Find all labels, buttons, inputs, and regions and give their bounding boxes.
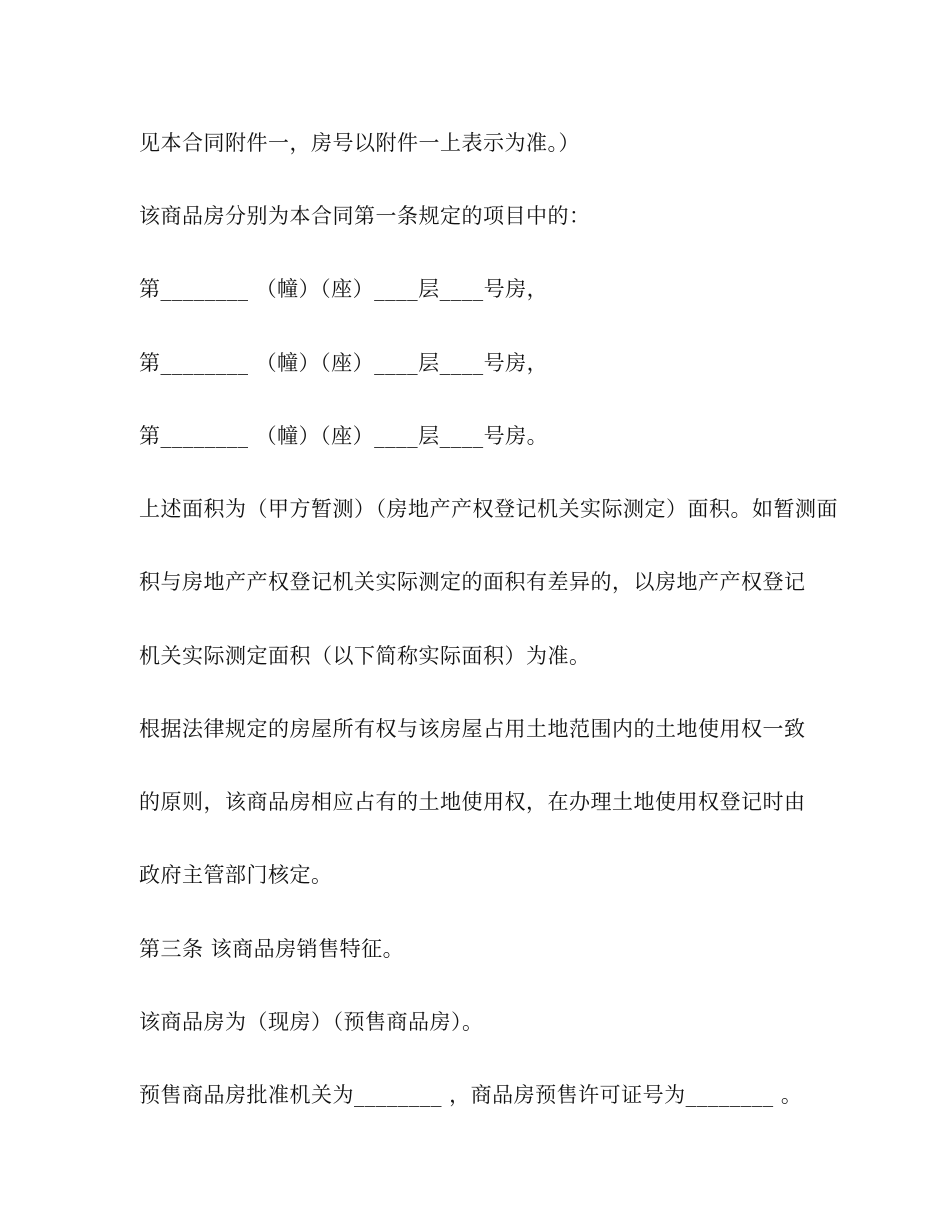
text-line: 上述面积为（甲方暂测）（房地产产权登记机关实际测定）面积。如暂测面 <box>139 497 838 521</box>
section-heading: 第三条 该商品房销售特征。 <box>139 937 405 961</box>
text-line: 第________ （幢）（座）____层____号房， <box>139 351 549 375</box>
text-line: 根据法律规定的房屋所有权与该房屋占用土地范围内的土地使用权一致 <box>139 717 806 741</box>
text-line: 预售商品房批准机关为________ ，商品房预售许可证号为________ 。 <box>139 1083 803 1107</box>
text-line: 第________ （幢）（座）____层____号房。 <box>139 424 549 448</box>
text-line: 政府主管部门核定。 <box>139 863 333 887</box>
text-line: 机关实际测定面积（以下简称实际面积）为准。 <box>139 644 591 668</box>
text-line: 的原则，该商品房相应占有的土地使用权，在办理土地使用权登记时由 <box>139 790 806 814</box>
text-line: 积与房地产产权登记机关实际测定的面积有差异的，以房地产产权登记 <box>139 570 806 594</box>
text-line: 该商品房分别为本合同第一条规定的项目中的： <box>139 204 591 228</box>
text-line: 见本合同附件一，房号以附件一上表示为准。） <box>139 131 580 155</box>
text-line: 该商品房为（现房）（预售商品房）。 <box>139 1010 484 1034</box>
text-line: 第________ （幢）（座）____层____号房， <box>139 277 549 301</box>
